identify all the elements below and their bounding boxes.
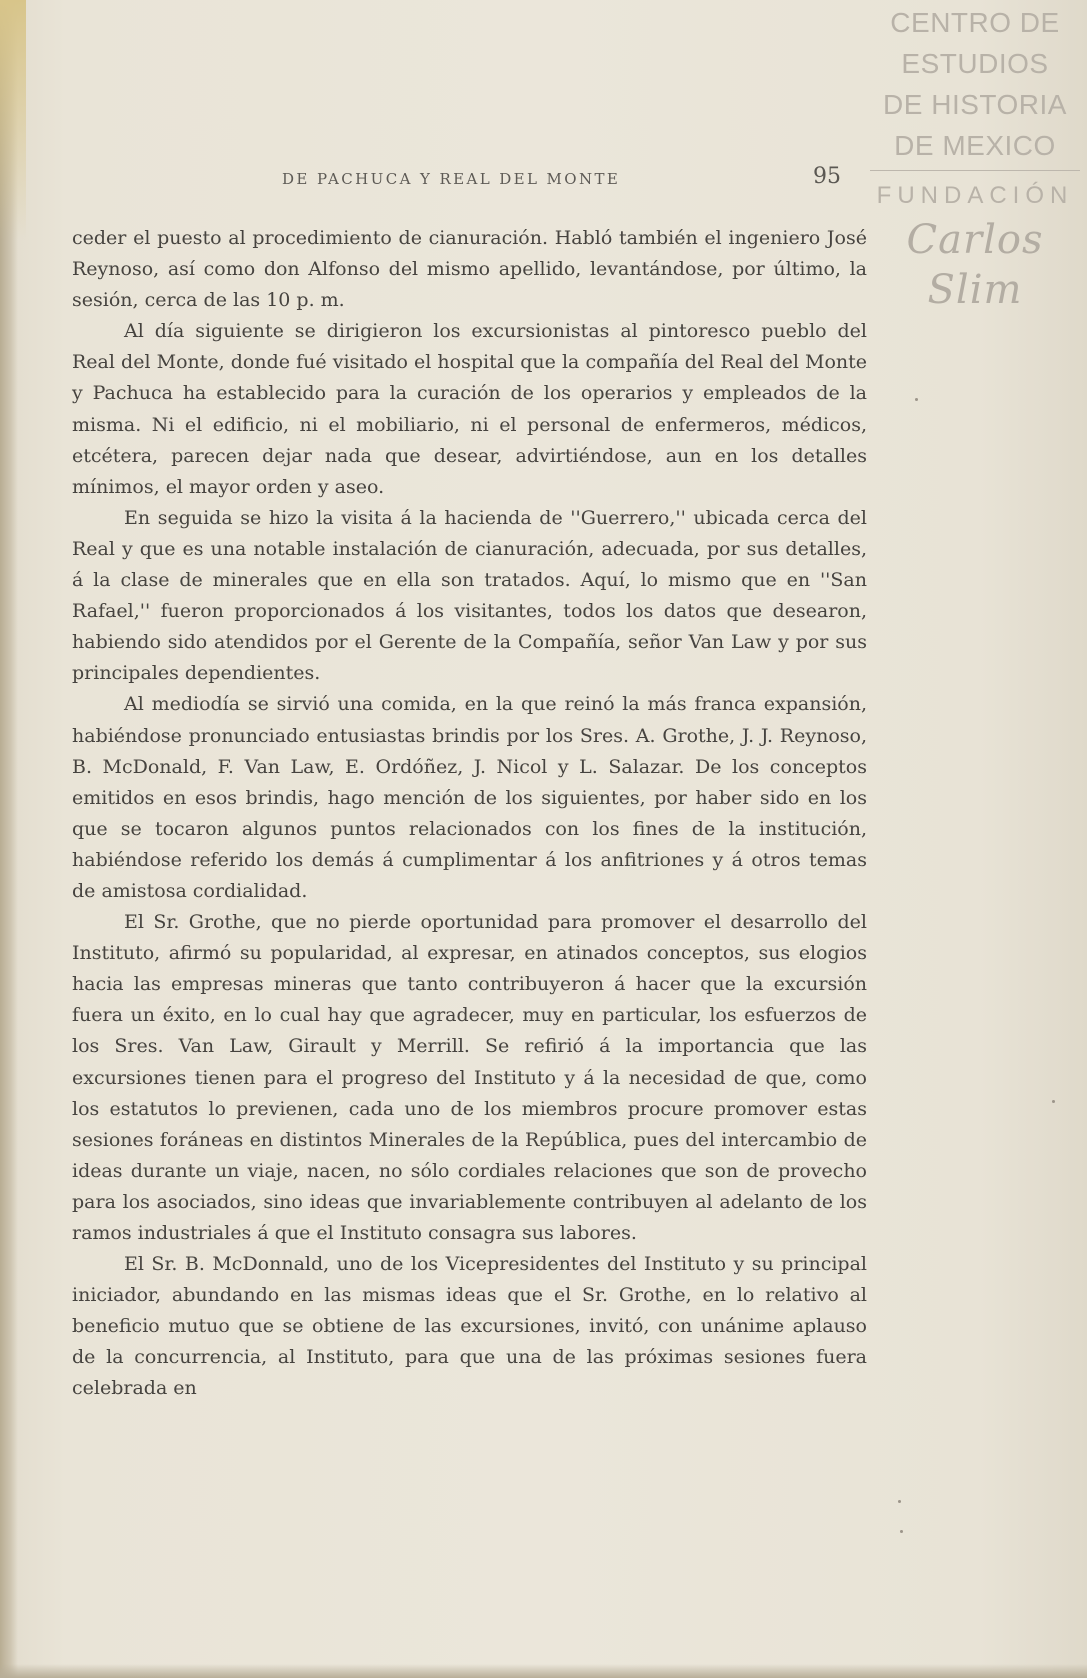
paragraph-4: Al mediodía se sirvió una comida, en la que reinó la más franca expansión, habiéndose pronunciado entusiastas brindis por los Sres. A. Grothe, J. J. Reynoso, B. McDonald, F. Van Law, E. Ordóñez, J. Nicol y L. Salazar. De los conceptos emitidos en esos brindis, hago mención de los siguientes, por haber sido en los que se tocaron algunos puntos relacionados con los fines de la institución, habiéndose referido los demás á cumplimentar á los anfitriones y á otros temas de amistosa cordialidad. — [72, 693, 867, 902]
watermark-divider — [870, 170, 1080, 171]
paper-speck — [900, 1530, 903, 1533]
paragraph-2: Al día siguiente se dirigieron los excursionistas al pintoresco pueblo del Real del Monte, donde fué visitado el hospital que la compañía del Real del Monte y Pachuca ha establecido para la curación de los operarios y empleados de la misma. Ni el edificio, ni el mobiliario, ni el personal de enfermeros, médicos, etcétera, parecen dejar nada que desear, advirtiéndose, aun en los detalles mínimos, el mayor orden y aseo. — [72, 320, 867, 498]
archive-watermark — [870, 2, 1080, 315]
watermark-line-3: DE HISTORIA — [883, 89, 1067, 120]
paragraph-1: ceder el puesto al procedimiento de cianuración. Habló también el ingeniero José Reynoso, así como don Alfonso del mismo apellido, levantándose, por último, la sesión, cerca de las 10 p. m. — [72, 227, 867, 312]
paragraph-6: El Sr. B. McDonnald, uno de los Vicepresidentes del Instituto y su principal iniciador, abundando en las mismas ideas que el Sr. Grothe, en lo relativo al beneficio mutuo que se obtiene de las excursiones, invitó, con unánime aplauso de la concurrencia, al Instituto, para que una de las próximas sesiones fuera celebrada en — [72, 1253, 867, 1400]
paper-stain — [0, 0, 26, 240]
watermark-signature: Carlos Slim — [906, 217, 1044, 313]
running-header: DE PACHUCA Y REAL DEL MONTE — [282, 170, 621, 188]
paper-speck — [915, 398, 918, 401]
body-text — [72, 223, 867, 1405]
binding-shadow — [0, 0, 18, 1678]
paragraph-3: En seguida se hizo la visita á la hacienda de ''Guerrero,'' ubicada cerca del Real y que es una notable instalación de cianuración, adecuada, por sus detalles, á la clase de minerales que en ella son tratados. Aquí, lo mismo que en ''San Rafael,'' fueron proporcionados á los visitantes, todos los datos que desearon, habiendo sido atendidos por el Gerente de la Compañía, señor Van Law y por sus principales dependientes. — [72, 506, 867, 685]
paper-speck — [1052, 1100, 1055, 1103]
paragraph-5: El Sr. Grothe, que no pierde oportunidad para promover el desarrollo del Instituto, afirmó su popularidad, al expresar, en atinados conceptos, sus elogios hacia las empresas mineras que tanto contribuyeron á hacer que la excursión fuera un éxito, en lo cual hay que agradecer, muy en particular, los esfuerzos de los Sres. Van Law, Girault y Merrill. Se refirió á la importancia que las excursiones tienen para el progreso del Instituto y á la necesidad de que, como los estatutos lo previenen, cada uno de los miembros procure promover estas sesiones foráneas en distintos Minerales de la República, pues del intercambio de ideas durante un viaje, nacen, no sólo cordiales relaciones que son de provecho para los asociados, sino ideas que invariablemente contribuyen al adelanto de los ramos industriales á que el Instituto consagra sus labores. — [72, 911, 867, 1244]
watermark-line-1: CENTRO DE — [890, 7, 1060, 38]
watermark-fundacion: FUNDACIÓN — [876, 182, 1074, 209]
page-number: 95 — [813, 164, 841, 189]
paper-speck — [898, 1500, 901, 1503]
watermark-line-2: ESTUDIOS — [901, 48, 1049, 79]
watermark-line-4: DE MEXICO — [894, 130, 1056, 161]
bottom-edge-shadow — [0, 1664, 1087, 1678]
